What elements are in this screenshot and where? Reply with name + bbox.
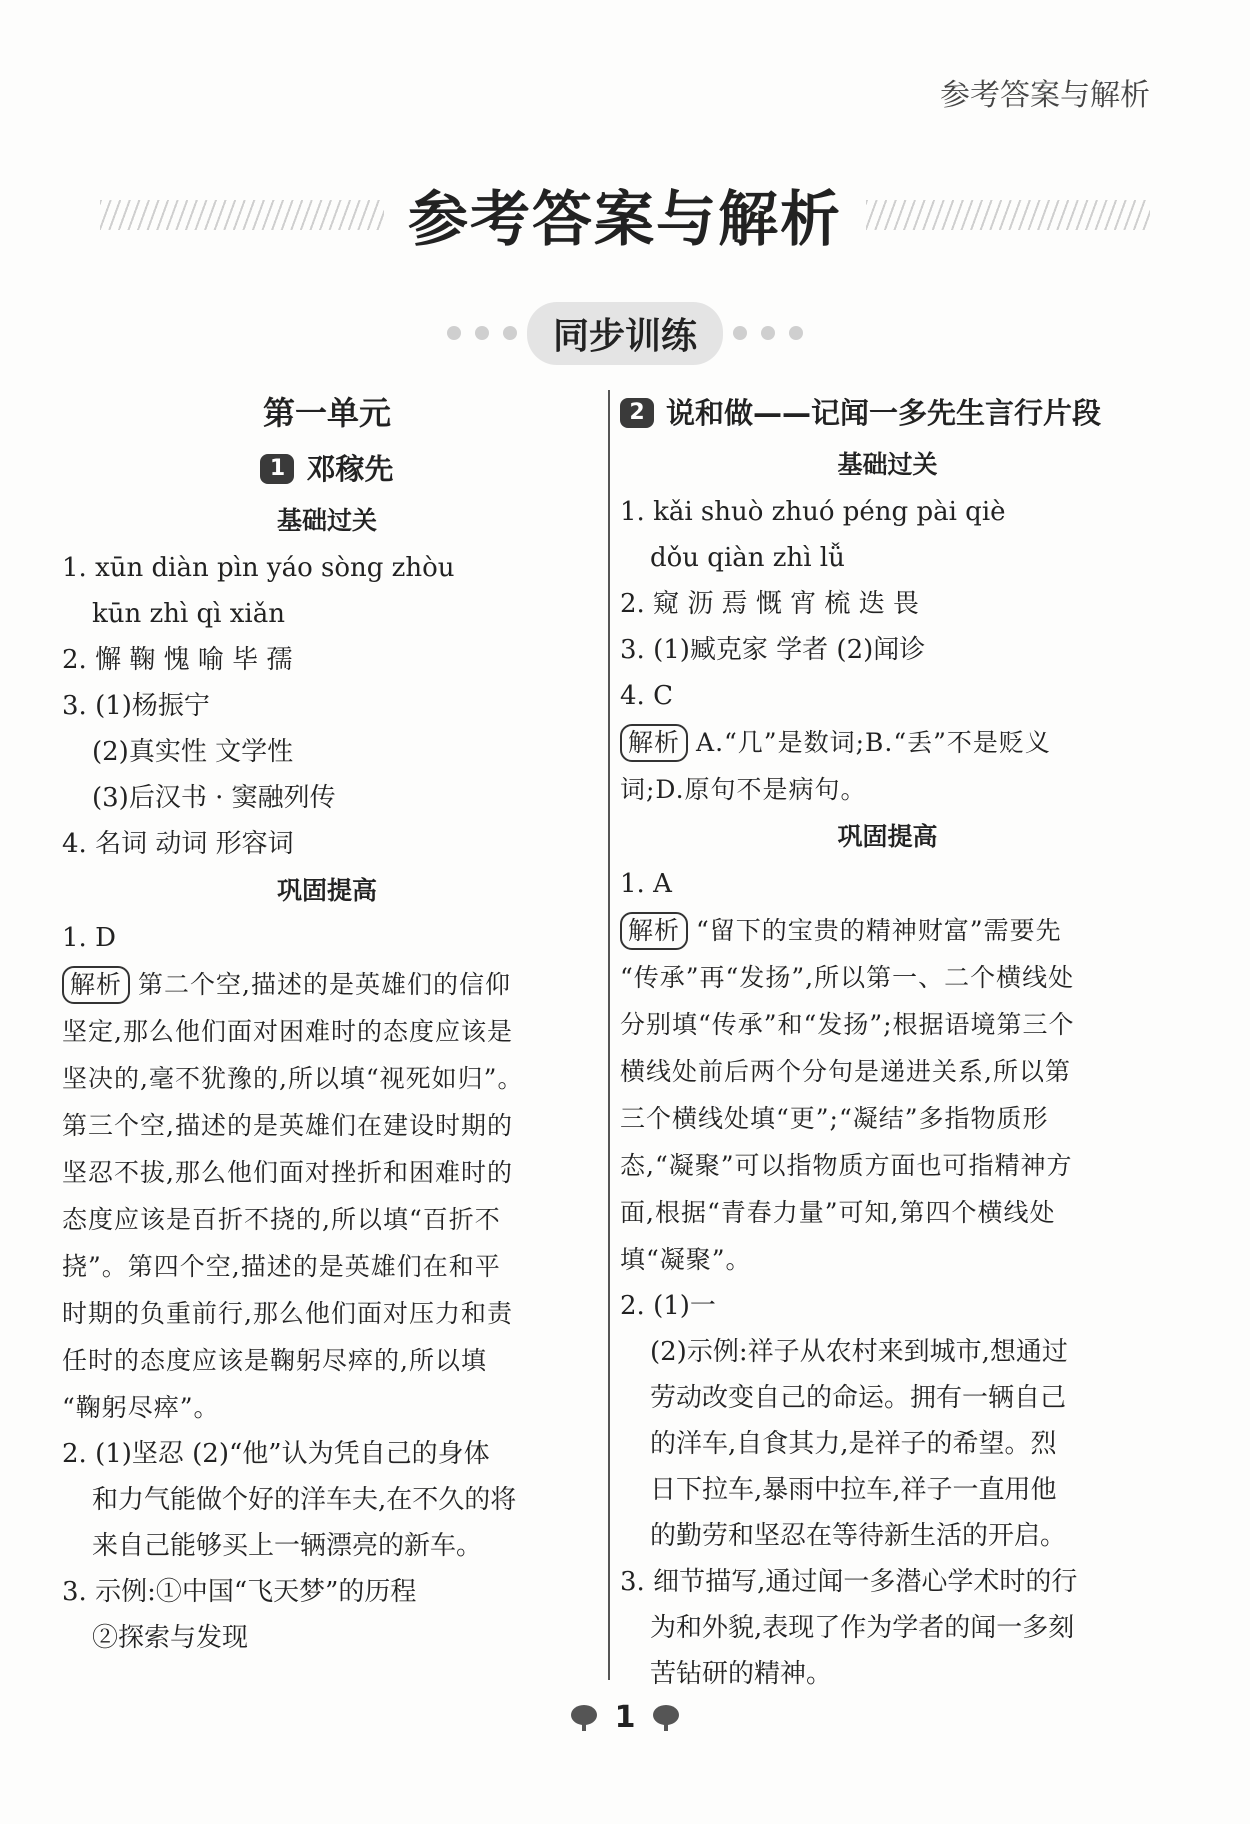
lesson-heading-1: [62, 441, 592, 497]
analysis-label: 解析: [62, 966, 130, 1004]
answer-line: 和力气能做个好的洋车夫,在不久的将: [92, 1485, 517, 1515]
answer-line: 的勤劳和坚忍在等待新生活的开启。: [650, 1521, 1067, 1551]
answer-line: 2. 懈 鞠 愧 喻 毕 孺: [62, 645, 293, 675]
dot-icon: [761, 326, 775, 340]
sub-heading-basic: 基础过关: [276, 506, 377, 535]
answer-line: 的洋车,自食其力,是祥子的希望。烈: [650, 1429, 1057, 1459]
answer-line: 3. (1)杨振宁: [62, 691, 210, 721]
page-number: 1: [614, 1700, 636, 1735]
analysis-line: 填“凝聚”。: [620, 1245, 752, 1274]
answer-line: 4. 名词 动词 形容词: [62, 829, 294, 859]
lesson-title: 邓稼先: [306, 452, 394, 486]
analysis-label: 解析: [620, 912, 688, 950]
left-column: [62, 385, 592, 1661]
main-title-row: [100, 170, 1150, 260]
answer-line: dǒu qiàn zhì lǚ: [650, 543, 845, 573]
answer-line: 1. D: [62, 923, 116, 953]
answer-line: 3. 细节描写,通过闻一多潜心学术时的行: [620, 1567, 1078, 1597]
section-dots-right: [733, 326, 803, 340]
dot-icon: [447, 326, 461, 340]
dot-icon: [789, 326, 803, 340]
answer-line: 3. 示例:①中国“飞天梦”的历程: [62, 1577, 417, 1607]
right-column: [620, 385, 1155, 1697]
answer-line: 苦钻研的精神。: [650, 1659, 833, 1689]
unit-title: 第一单元: [262, 394, 391, 432]
analysis-line: 态,“凝聚”可以指物质方面也可指精神方: [620, 1151, 1073, 1180]
answer-line: (2)真实性 文学性: [92, 737, 294, 767]
analysis-line: “传承”再“发扬”,所以第一、二个横线处: [620, 963, 1075, 992]
main-title: 参考答案与解析: [408, 185, 842, 255]
sub-heading-basic: 基础过关: [837, 450, 938, 479]
analysis-line: 任时的态度应该是鞠躬尽瘁的,所以填: [62, 1346, 487, 1375]
answer-line: 为和外貌,表现了作为学者的闻一多刻: [650, 1613, 1075, 1643]
analysis-line: 时期的负重前行,那么他们面对压力和责: [62, 1299, 513, 1328]
analysis-line: 分别填“传承”和“发扬”;根据语境第三个: [620, 1010, 1075, 1039]
analysis-line: 横线处前后两个分句是递进关系,所以第: [620, 1057, 1071, 1086]
answer-line: 劳动改变自己的命运。拥有一辆自己: [650, 1383, 1067, 1413]
answer-line: kūn zhì qì xiǎn: [92, 599, 285, 629]
title-hatch-right: [866, 200, 1150, 230]
answer-line: (2)示例:祥子从农村来到城市,想通过: [650, 1337, 1068, 1367]
answer-line: ②探索与发现: [92, 1623, 249, 1653]
analysis-line: 坚忍不拔,那么他们面对挫折和困难时的: [62, 1158, 513, 1187]
answer-line: 2. 窥 沥 焉 慨 宵 梳 迭 畏: [620, 589, 919, 619]
tree-icon: [651, 1703, 681, 1733]
analysis-line: 词;D.原句不是病句。: [620, 775, 867, 804]
column-divider: [608, 390, 610, 1680]
dot-icon: [733, 326, 747, 340]
analysis-label: 解析: [620, 724, 688, 762]
answer-line: 2. (1)坚忍 (2)“他”认为凭自己的身体: [62, 1439, 490, 1469]
lesson-heading-2: [620, 385, 1155, 441]
lesson-number-badge: 2: [620, 398, 654, 428]
analysis-line: 第三个空,描述的是英雄们在建设时期的: [62, 1111, 513, 1140]
dot-icon: [475, 326, 489, 340]
answer-line: 来自己能够买上一辆漂亮的新车。: [92, 1531, 483, 1561]
analysis-line: A.“几”是数词;B.“丢”不是贬义: [696, 728, 1051, 757]
sub-heading-improve: 巩固提高: [837, 822, 938, 851]
lesson-number-badge: 1: [260, 454, 294, 484]
answer-line: 4. C: [620, 681, 673, 711]
analysis-line: 坚决的,毫不犹豫的,所以填“视死如归”。: [62, 1064, 524, 1093]
analysis-line: 第二个空,描述的是英雄们的信仰: [138, 970, 511, 999]
tree-icon: [569, 1703, 599, 1733]
lesson-title: 说和做——记闻一多先生言行片段: [666, 396, 1102, 430]
answer-line: (3)后汉书 · 窦融列传: [92, 783, 336, 813]
analysis-line: 挠”。第四个空,描述的是英雄们在和平: [62, 1252, 501, 1281]
answer-line: 2. (1)一: [620, 1291, 716, 1321]
answer-line: 日下拉车,暴雨中拉车,祥子一直用他: [650, 1475, 1057, 1505]
dot-icon: [503, 326, 517, 340]
section-banner: [380, 300, 870, 366]
answer-line: 1. kǎi shuò zhuó péng pài qiè: [620, 497, 1006, 527]
section-label: 同步训练: [527, 302, 723, 365]
analysis-paragraph: [620, 907, 1155, 1283]
running-header: 参考答案与解析: [940, 78, 1150, 113]
answer-line: 1. xūn diàn pìn yáo sòng zhòu: [62, 553, 455, 583]
answer-line: 1. A: [620, 869, 672, 899]
section-dots-left: [447, 326, 517, 340]
analysis-line: “留下的宝贵的精神财富”需要先: [696, 916, 1062, 945]
analysis-line: 态度应该是百折不挠的,所以填“百折不: [62, 1205, 501, 1234]
sub-heading-improve: 巩固提高: [276, 876, 377, 905]
title-hatch-left: [100, 200, 384, 230]
analysis-line: “鞠躬尽瘁”。: [62, 1393, 220, 1422]
page-footer: [0, 1700, 1250, 1735]
analysis-paragraph: [62, 961, 592, 1431]
analysis-line: 面,根据“青春力量”可知,第四个横线处: [620, 1198, 1056, 1227]
analysis-line: 坚定,那么他们面对困难时的态度应该是: [62, 1017, 513, 1046]
answer-line: 3. (1)臧克家 学者 (2)闻诊: [620, 635, 926, 665]
analysis-paragraph: [620, 719, 1155, 813]
analysis-line: 三个横线处填“更”;“凝结”多指物质形: [620, 1104, 1049, 1133]
